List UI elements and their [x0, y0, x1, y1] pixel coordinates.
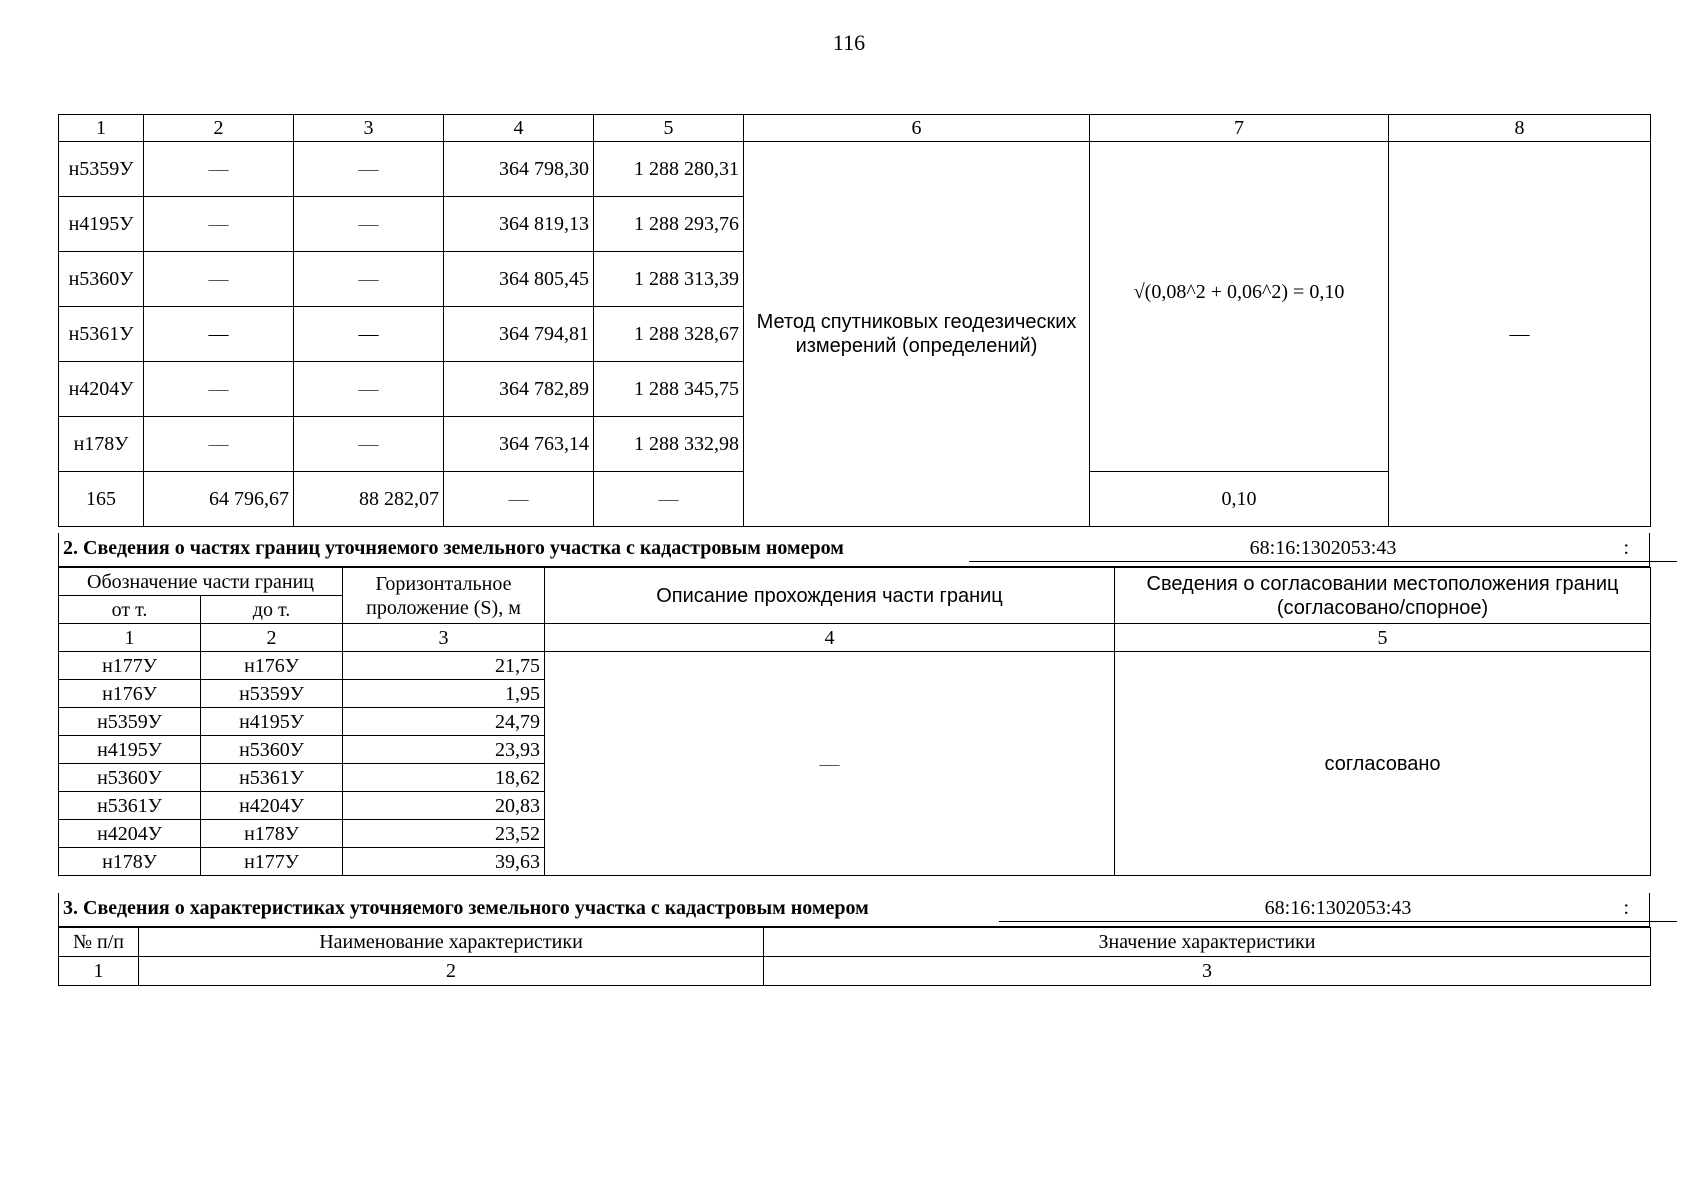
colon: :: [1623, 537, 1629, 559]
from-point: н5361У: [59, 792, 201, 820]
cell-dash: —: [144, 252, 294, 307]
cell-dash: —: [144, 197, 294, 252]
cell-dash: —: [144, 362, 294, 417]
from-point: н177У: [59, 652, 201, 680]
header-from: от т.: [59, 596, 201, 624]
to-point: н178У: [201, 820, 343, 848]
distance-value: 1,95: [343, 680, 545, 708]
to-point: н5359У: [201, 680, 343, 708]
section-title: 2. Сведения о частях границ уточняемого земельного участка с кадастровым номером: [63, 537, 844, 559]
cell-value: 64 796,67: [144, 472, 294, 527]
boundary-parts-table: [58, 567, 1651, 876]
col-header-6: 6: [744, 115, 1090, 142]
cell-dash: —: [294, 142, 444, 197]
cell-dash: —: [144, 417, 294, 472]
table-header-row: [59, 928, 1651, 957]
description-value: —: [545, 652, 1115, 876]
header-characteristic-name: Наименование характеристики: [139, 928, 764, 957]
cell-dash: —: [144, 307, 294, 362]
to-point: н4195У: [201, 708, 343, 736]
from-point: н4195У: [59, 736, 201, 764]
cadastral-number: 68:16:1302053:43: [969, 537, 1677, 562]
col-number: 2: [139, 957, 764, 986]
col-number: 3: [343, 624, 545, 652]
cell-dash: —: [294, 197, 444, 252]
coord-x: 364 763,14: [444, 417, 594, 472]
coord-y: 1 288 313,39: [594, 252, 744, 307]
header-characteristic-value: Значение характеристики: [764, 928, 1651, 957]
coord-x: 364 782,89: [444, 362, 594, 417]
distance-value: 23,52: [343, 820, 545, 848]
distance-value: 20,83: [343, 792, 545, 820]
point-name: н5361У: [59, 307, 144, 362]
page-number: 116: [832, 30, 866, 55]
coord-x: 364 794,81: [444, 307, 594, 362]
col-header-7: 7: [1090, 115, 1389, 142]
method-cell: Метод спутниковых геодезических измерений (определений): [744, 142, 1090, 527]
header-distance: Горизонтальное проложение (S), м: [343, 568, 545, 624]
point-name: н4195У: [59, 197, 144, 252]
cadastral-number: 68:16:1302053:43: [999, 897, 1677, 922]
point-name: н5359У: [59, 142, 144, 197]
header-part-designation: Обозначение части границ: [59, 568, 343, 596]
header-agreement: Сведения о согласовании местоположения границ (согласовано/спорное): [1115, 568, 1651, 624]
coord-x: 364 798,30: [444, 142, 594, 197]
col-number: 3: [764, 957, 1651, 986]
from-point: н4204У: [59, 820, 201, 848]
cell-dash: —: [144, 142, 294, 197]
to-point: н5360У: [201, 736, 343, 764]
from-point: н178У: [59, 848, 201, 876]
table-number-row: [59, 957, 1651, 986]
col-header-1: 1: [59, 115, 144, 142]
col-header-4: 4: [444, 115, 594, 142]
cell-value: 88 282,07: [294, 472, 444, 527]
table-header-row: [59, 115, 1651, 142]
col-number: 1: [59, 957, 139, 986]
col-number: 2: [201, 624, 343, 652]
coord-x: 364 819,13: [444, 197, 594, 252]
header-number: № п/п: [59, 928, 139, 957]
to-point: н177У: [201, 848, 343, 876]
from-point: н176У: [59, 680, 201, 708]
table-row: [59, 142, 1651, 197]
col-header-2: 2: [144, 115, 294, 142]
coord-y: 1 288 280,31: [594, 142, 744, 197]
col-number: 5: [1115, 624, 1651, 652]
cell-dash: —: [444, 472, 594, 527]
formula-cell: √(0,08^2 + 0,06^2) = 0,10: [1090, 142, 1389, 472]
from-point: н5360У: [59, 764, 201, 792]
cell-dash: —: [294, 252, 444, 307]
coord-y: 1 288 332,98: [594, 417, 744, 472]
colon: :: [1623, 897, 1629, 919]
col-number: 4: [545, 624, 1115, 652]
accuracy-cell: 0,10: [1090, 472, 1389, 527]
header-to: до т.: [201, 596, 343, 624]
coord-x: 364 805,45: [444, 252, 594, 307]
table-number-row: [59, 624, 1651, 652]
coordinates-table: [58, 114, 1651, 527]
agreement-value: согласовано: [1115, 652, 1651, 876]
cell-dash: —: [294, 362, 444, 417]
cell-dash: —: [294, 307, 444, 362]
section-2-header: [58, 533, 1650, 567]
distance-value: 24,79: [343, 708, 545, 736]
characteristics-table: [58, 927, 1651, 986]
col-header-8: 8: [1389, 115, 1651, 142]
table-row: [59, 652, 1651, 680]
from-point: н5359У: [59, 708, 201, 736]
col-number: 1: [59, 624, 201, 652]
point-name: н4204У: [59, 362, 144, 417]
col-header-5: 5: [594, 115, 744, 142]
col8-cell: —: [1389, 142, 1651, 527]
coord-y: 1 288 328,67: [594, 307, 744, 362]
col-header-3: 3: [294, 115, 444, 142]
section-title: 3. Сведения о характеристиках уточняемого земельного участка с кадастровым номером: [63, 897, 869, 919]
section-3-header: [58, 893, 1650, 927]
point-name: 165: [59, 472, 144, 527]
coord-y: 1 288 345,75: [594, 362, 744, 417]
cell-dash: —: [594, 472, 744, 527]
distance-value: 23,93: [343, 736, 545, 764]
distance-value: 21,75: [343, 652, 545, 680]
distance-value: 39,63: [343, 848, 545, 876]
header-description: Описание прохождения части границ: [545, 568, 1115, 624]
distance-value: 18,62: [343, 764, 545, 792]
to-point: н176У: [201, 652, 343, 680]
point-name: н178У: [59, 417, 144, 472]
to-point: н4204У: [201, 792, 343, 820]
to-point: н5361У: [201, 764, 343, 792]
coord-y: 1 288 293,76: [594, 197, 744, 252]
point-name: н5360У: [59, 252, 144, 307]
table-header-row: [59, 568, 1651, 596]
cell-dash: —: [294, 417, 444, 472]
